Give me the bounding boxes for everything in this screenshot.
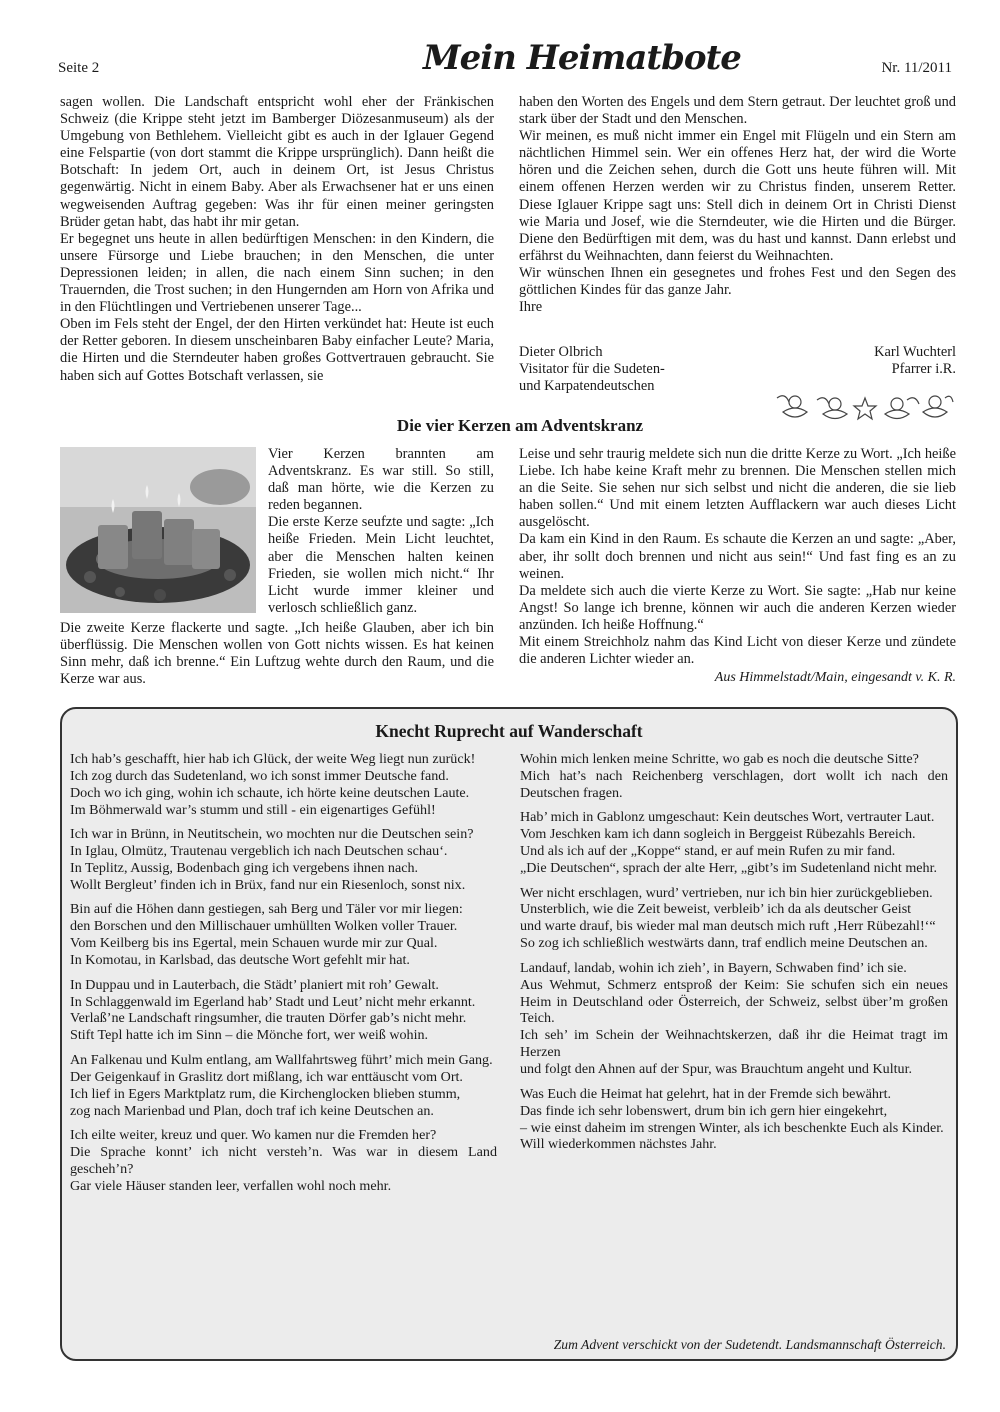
article2-paragraph: Die erste Kerze seufzte und sagte: „Ich heiße Frieden. Mein Licht leuchtet, aber die Menschen halten keinen Frieden, sie wollen mich nicht.“ Ihr Licht wurde immer kleiner und verlosch schließlich ganz. — [268, 514, 494, 616]
signer-name: Dieter Olbrich — [519, 344, 603, 360]
poem-line: Mich hat’s nach Reichenberg verschlagen, dort wollt ich nach den Deutschen fragen. — [520, 767, 948, 801]
article1-paragraph: Wir wünschen Ihnen ein gesegnetes und frohes Fest und den Segen des göttlichen Kindes für das ganze Jahr. — [519, 264, 956, 299]
poem-stanza — [70, 1127, 497, 1195]
issue-number: Nr. 11/2011 — [881, 60, 952, 76]
poem-line: Ich seh’ im Schein der Weihnachtskerzen, daß ihr die Heimat tragt im Herzen — [520, 1027, 948, 1061]
page-header — [58, 38, 960, 92]
poem-line: Doch wo ich ging, wohin ich schaute, ich hörte keine deutschen Laute. — [70, 784, 470, 801]
article2-paragraph: Da meldete sich auch die vierte Kerze zu Wort. Sie sagte: „Hab nur keine Angst! So lange ich brenne, können wir auch die anderen Kerzen wieder anzünden. Ich heiße Hoffnung.“ — [519, 582, 956, 633]
poem-stanza — [520, 960, 948, 1078]
poem-line: – wie einst daheim im strengen Winter, als ich beschenkte Euch als Kinder. — [520, 1119, 944, 1136]
poem-line: Der Geigenkauf in Graslitz dort mißlang, ich war enttäuscht vom Ort. — [70, 1068, 463, 1085]
poem-line: Ich hab’s geschafft, hier hab ich Glück, der weite Weg liegt nun zurück! — [70, 751, 476, 767]
poem-line: In Iglau, Olmütz, Trautenau vergeblich ich nach Deutschen schau‘. — [70, 843, 448, 860]
poem-line: Aus Wehmut, Schmerz entsproß der Keim: Sie schufen sich ein neues Heim in Deutschland oder Österreich, der Schweiz, selbst über’m großen Teich. — [520, 976, 948, 1027]
article1-paragraph: haben den Worten des Engels und dem Stern getraut. Der leuchtet groß und stark über der Stadt und den Menschen. — [519, 94, 956, 128]
page-number: Seite 2 — [58, 60, 100, 76]
poem-line: So zog ich schließlich westwärts dann, traf endlich meine Deutschen an. — [520, 935, 928, 952]
poem-line: Bin auf die Höhen dann gestiegen, sah Berg und Täler vor mir liegen: — [70, 901, 463, 918]
poem-line: Unsterblich, wie die Zeit beweist, verbleib’ ich da als deutscher Geist — [520, 901, 912, 918]
article2-paragraph: Mit einem Streichholz nahm das Kind Licht von dieser Kerze und zündete die anderen Lichter wieder an. — [519, 634, 956, 668]
poem-line: zog nach Marienbad und Plan, doch traf ich keine Deutschen an. — [70, 1102, 434, 1119]
poem-line: In Duppau und in Lauterbach, die Städt’ planiert mit roh’ Gewalt. — [70, 976, 439, 993]
poem-line: und folgt den Ahnen auf der Spur, was Brauchtum angeht und Kultur. — [520, 1061, 913, 1078]
poem-line: Ich lief in Egers Marktplatz rum, die Kirchenglocken blieben stumm, — [70, 1085, 461, 1102]
poem-line: Im Böhmerwald war’s stumm und still - ein eigenartiges Gefühl! — [70, 801, 436, 818]
poem-line: Stift Tepl hatte ich im Sinn – die Mönche fort, wer weiß wohin. — [70, 1027, 429, 1044]
poem-line: Die Sprache konnt’ ich nicht versteh’n. Was war in diesem Land gescheh’n? — [70, 1144, 497, 1177]
poem-box — [60, 707, 958, 1361]
poem-line: Will wiederkommen nächstes Jahr. — [520, 1136, 717, 1153]
article1-paragraph: Oben im Fels steht der Engel, der den Hirten verkündet hat: Heute ist euch der Retter geboren. In diesem unscheinbaren Baby einfacher Leute? Maria, die Hirten und die Sterndeuter haben großes Gottvertrauen gebraucht. Sie haben sich auf Gottes Botschaft verlassen, sie — [60, 316, 494, 384]
poem-stanza — [520, 809, 948, 877]
article2-headline: Die vier Kerzen am Adventskranz — [396, 416, 644, 435]
article2-paragraph: Vier Kerzen brannten am Adventskranz. Es war still. So still, daß man hörte, wie die Kerzen zu reden begannen. — [268, 446, 494, 514]
poem-line: Und als ich auf der „Koppe“ stand, er auf mein Rufen zu mir fand. — [520, 843, 896, 860]
poem-line: Landauf, landab, wohin ich zieh’, in Bayern, Schwaben find’ ich sie. — [520, 959, 907, 976]
article1-paragraph: Wir meinen, es muß nicht immer ein Engel mit Flügeln und ein Stern am nächtlichen Himmel sein. Wer ein offenes Herz hat, der wird die Worte hören und die Zeichen sehen, durch die Gott uns heute führen will. Mit einem offenen Herzen werden wir zu Christus finden, unserem Retter. Diese Iglauer Krippe sagt uns: Stell dich in deinem Ort in Christi Dienst wie Maria und Josef, wie die Sterndeuter, wie die Hirten und die Bürger. Diene den Bedürftigen mit dem, was du hast und kannst. Dann erlebst und erfährst du Weihnachten, dann feierst du Weihnachten. — [519, 128, 956, 264]
poem-line: den Borschen und den Millischauer umhüllten Wolken voller Trauer. — [70, 918, 458, 935]
poem-stanza — [520, 751, 948, 802]
poem-line: Das finde ich sehr lobenswert, drum bin ich gern hier eingekehrt, — [520, 1102, 888, 1119]
poem-line: und warte drauf, bis wieder mal man deutsch mich ruft ‚Herr Rübezahl!‘“ — [520, 918, 936, 935]
poem-stanza — [520, 1086, 948, 1154]
article1-column-left — [60, 94, 494, 385]
poem-line: Ich war in Brünn, in Neutitschein, wo mochten nur die Deutschen sein? — [70, 826, 474, 843]
poem-line: In Komotau, in Karlsbad, das deutsche Wort gefehlt mir hat. — [70, 952, 410, 969]
article2-credit: Aus Himmelstadt/Main, eingesandt v. K. R. — [714, 670, 956, 685]
poem-line: Gar viele Häuser standen leer, verfallen wohl noch mehr. — [70, 1177, 392, 1194]
poem-line: Wer nicht erschlagen, wurd’ vertrieben, nur ich bin hier zurückgeblieben. — [520, 884, 933, 901]
poem-title: Knecht Ruprecht auf Wanderschaft — [375, 721, 643, 741]
advent-wreath-photo — [60, 447, 256, 613]
poem-stanza — [70, 826, 497, 894]
article1-closing: Ihre — [519, 299, 543, 316]
article2-paragraph: Leise und sehr traurig meldete sich nun die dritte Kerze zu Wort. „Ich heiße Liebe. Ich habe keine Kraft mehr zu brennen. Die Menschen stellen mich an die Seite. Sie sehen nur sich selbst und nicht die anderen, die sie lieb haben sollen.“ Und mit einem letzten Aufflackern war auch dieses Licht ausgelöscht. — [519, 446, 956, 531]
poem-line: Wollt Bergleut’ finden ich in Brüx, fand nur ein Riesenloch, sonst nix. — [70, 876, 466, 893]
poem-line: Verlaß’ne Landschaft ringsumher, die trauten Dörfer gab’s nicht mehr. — [70, 1010, 467, 1027]
poem-stanza — [70, 1052, 497, 1120]
poem-stanza — [70, 751, 497, 819]
poem-stanza — [70, 901, 497, 969]
article2-paragraph: Da kam ein Kind in den Raum. Es schaute die Kerzen an und sagte: „Aber, aber, ihr sollt doch brennen und nicht aus sein!“ Und fast fing es an zu weinen. — [519, 531, 956, 582]
poem-credit: Zum Advent verschickt von der Sudetendt. Landsmannschaft Österreich. — [553, 1337, 946, 1352]
signer-title: Pfarrer i.R. — [891, 361, 956, 378]
article2-column-right — [519, 446, 956, 668]
poem-line: Was Euch die Heimat hat gelehrt, hat in der Fremde sich bewährt. — [520, 1085, 892, 1102]
poem-line: In Schlaggenwald im Egerland hab’ Stadt und Leut’ nicht mehr erkannt. — [70, 993, 476, 1010]
poem-line: Ich eilte weiter, kreuz und quer. Wo kamen nur die Fremden her? — [70, 1127, 437, 1144]
angels-illustration — [773, 390, 955, 424]
article2-below-photo — [60, 620, 494, 688]
article1-paragraph: sagen wollen. Die Landschaft entspricht wohl eher der Fränkischen Schweiz (die Krippe steht jetzt im Bamberger Diözesanmuseum) als der Umgebung von Bethlehem. Vielleicht gibt es auch in der Iglauer Gegend eine Felspartie (von dort stammt die Krippe ursprünglich). Dann heißt die Botschaft: In jedem Ort, auch in deinem Ort, ist Jesus Christus gegenwärtig. Nicht in einem Baby. Aber als Erwachsener hat er uns einen wegweisenden Auftrag gegeben: Was ihr für einen meiner geringsten Brüder getan habt, das habt ihr mir getan. — [60, 94, 494, 230]
poem-stanza — [70, 977, 497, 1045]
poem-line: Wohin mich lenken meine Schritte, wo gab es noch die deutsche Sitte? — [520, 751, 919, 767]
poem-stanza — [520, 885, 948, 953]
masthead-logo: Mein Heimatbote — [423, 38, 741, 78]
poem-line: Vom Keilberg bis ins Egertal, mein Schauen wurde mir zur Qual. — [70, 935, 438, 952]
poem-line: „Die Deutschen“, sprach der alte Herr, „gibt’s im Sudetenland nicht mehr. — [520, 860, 938, 877]
article1-column-right — [519, 94, 956, 316]
article2-paragraph: Die zweite Kerze flackerte und sagte. „Ich heiße Glauben, aber ich bin überflüssig. Die Menschen wollen von Gott nichts wissen. Es hat keinen Sinn mehr, daß ich brenne.“ Ein Luftzug wehte durch den Raum, und die Kerze war aus. — [60, 620, 494, 688]
article1-paragraph: Er begegnet uns heute in allen bedürftigen Menschen: in den Kindern, die unsere Fürsorge und Liebe brauchen; in den Menschen, die unter Depressionen leiden; in allen, die nach einem Sinn suchen; in den Trauernden, die Trost suchen; in den Hungernden am Horn von Afrika und in den Flüchtlingen und Vertriebenen unserer Tage... — [60, 230, 494, 316]
signature-wuchterl — [770, 344, 956, 378]
signer-name: Karl Wuchterl — [874, 344, 956, 360]
poem-line: Hab’ mich in Gablonz umgeschaut: Kein deutsches Wort, vertrauter Laut. — [520, 809, 935, 826]
signature-olbrich — [519, 344, 779, 395]
poem-line: In Teplitz, Aussig, Bodenbach ging ich vergebens ihnen nach. — [70, 860, 419, 877]
poem-line: An Falkenau und Kulm entlang, am Wallfahrtsweg führt’ mich mein Gang. — [70, 1051, 493, 1068]
poem-line: Ich zog durch das Sudetenland, wo ich sonst immer Deutsche fand. — [70, 767, 449, 784]
signer-title: und Karpatendeutschen — [519, 378, 655, 395]
signer-title: Visitator für die Sudeten- — [519, 361, 665, 378]
poem-column-left — [70, 751, 497, 1202]
poem-line: Vom Jeschken kam ich dann sogleich in Berggeist Rübezahls Bereich. — [520, 826, 916, 843]
poem-column-right — [520, 751, 948, 1161]
article2-beside-photo — [268, 446, 494, 617]
